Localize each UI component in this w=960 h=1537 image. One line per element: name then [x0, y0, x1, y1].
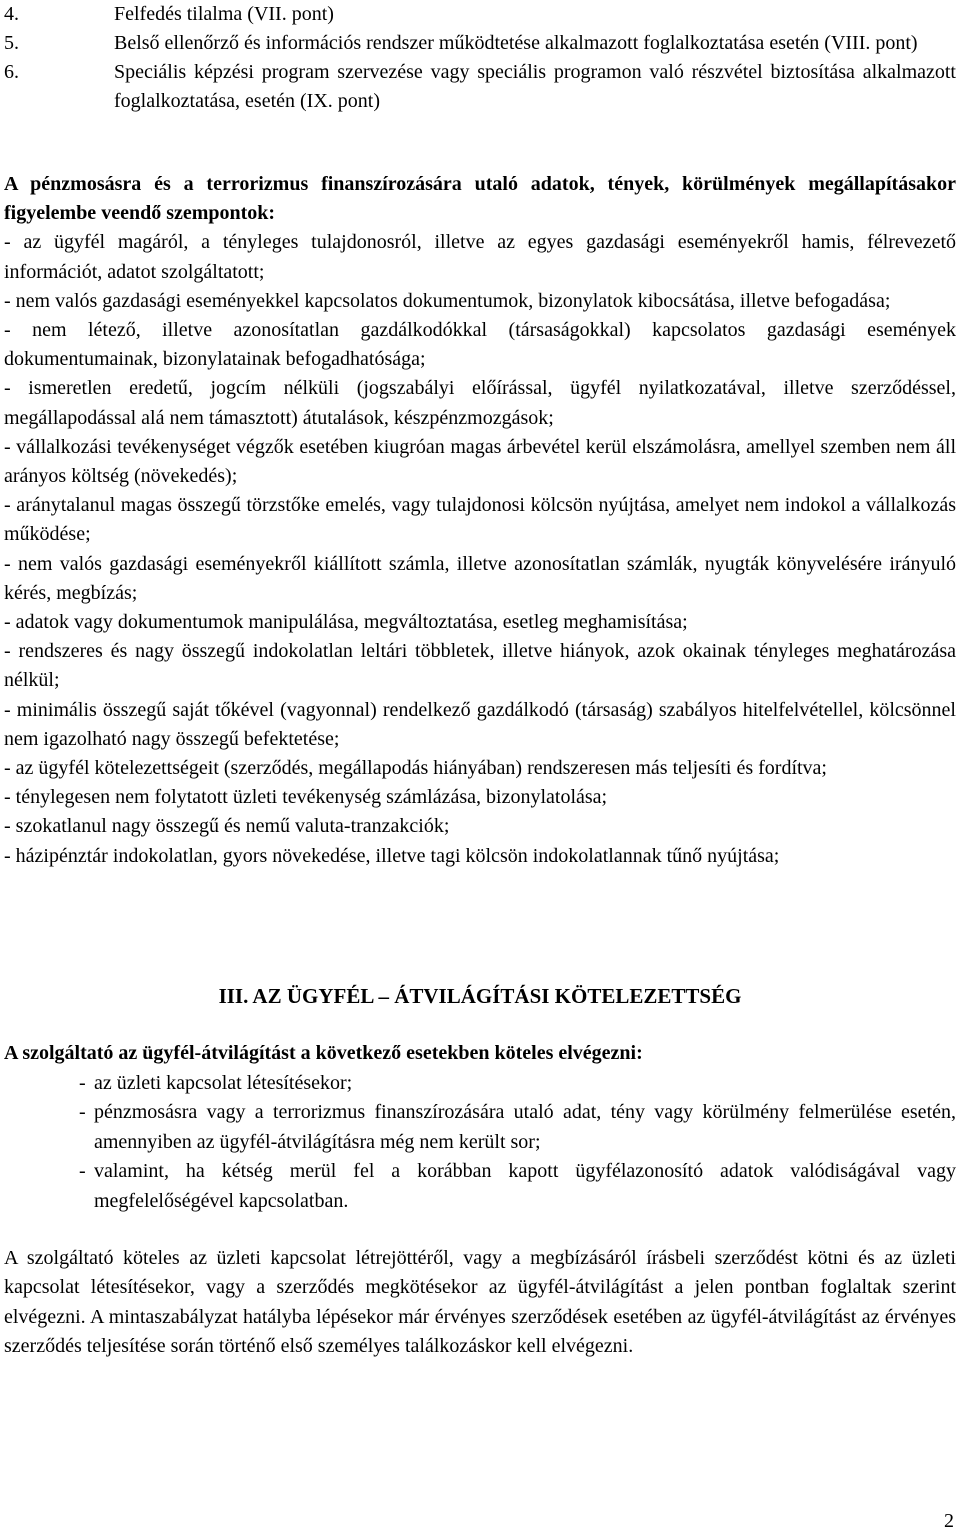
indicator-item: - ismeretlen eredetű, jogcím nélküli (jogszabályi előírással, ügyfél nyilatkozatával, illetve szerződéssel, megállapodással alá nem támasztott) átutalások, készpénzmozgások;	[4, 377, 956, 429]
list-item-number: 4.	[4, 3, 19, 25]
indicator-item: - nem valós gazdasági eseményekről kiállított számla, illetve azonosítatlan számlák, nyugták könyvelésére irányuló kérés, megbízás;	[4, 552, 956, 604]
due-diligence-list	[4, 1069, 956, 1217]
body-paragraph: A szolgáltató köteles az üzleti kapcsolat létrejöttéről, vagy a megbízásáról írásbeli szerződést kötni és az üzleti kapcsolat létesítésekor, vagy a szerződés megkötésekor az ügyfél-átvilágítást a jelen pontban foglaltak szerint elvégezni. A mintaszabályzat hatályba lépésekor már érvényes szerződések esetében az ügyfél-átvilágítást az érvényes szerződés teljesítése során történő első személyes találkozáskor kell elvégezni.	[4, 1247, 956, 1358]
list-item	[4, 1157, 956, 1216]
list-item	[4, 1069, 956, 1099]
indicator-item: - aránytalanul magas összegű törzstőke emelés, vagy tulajdonosi kölcsön nyújtása, amelyet nem indokol a vállalkozás működése;	[4, 494, 956, 546]
section-title: III. AZ ÜGYFÉL – ÁTVILÁGÍTÁSI KÖTELEZETTSÉG	[218, 984, 742, 1008]
indicator-item: - ténylegesen nem folytatott üzleti tevékenység számlázása, bizonylatolása;	[4, 786, 608, 809]
indicator-item: - minimális összegű saját tőkével (vagyonnal) rendelkező gazdálkodó (társaság) szabályos hitelfelvétellel, kölcsönnel nem igazolható nagy összegű befektetése;	[4, 698, 956, 750]
list-item	[4, 1098, 956, 1157]
list-dash: -	[79, 1160, 86, 1182]
indicator-item: - nem valós gazdasági eseményekkel kapcsolatos dokumentumok, bizonylatok kibocsátása, illetve befogadása;	[4, 289, 891, 312]
indicators-section	[4, 170, 956, 871]
indicator-item: - szokatlanul nagy összegű és nemű valuta-tranzakciók;	[4, 815, 450, 838]
indicator-item: - adatok vagy dokumentumok manipulálása, megváltoztatása, esetleg meghamisítása;	[4, 611, 688, 634]
numbered-list	[4, 0, 956, 116]
list-item-text: valamint, ha kétség merül fel a korábban kapott ügyfélazonosító adatok valódiságával vagy megfelelőségével kapcsolatban.	[94, 1160, 956, 1212]
indicator-item: - házipénztár indokolatlan, gyors növekedése, illetve tagi kölcsön indokolatlannak tűnő nyújtása;	[4, 844, 780, 867]
indicator-item: - rendszeres és nagy összegű indokolatlan leltári többletek, illetve hiányok, azok okainak tényleges meghatározása nélkül;	[4, 640, 956, 692]
list-item-text: az üzleti kapcsolat létesítésekor;	[94, 1071, 353, 1094]
list-dash: -	[79, 1101, 86, 1123]
page-number: 2	[944, 1510, 954, 1532]
list-item	[4, 0, 956, 29]
list-item-text: pénzmosásra vagy a terrorizmus finanszírozására utaló adat, tény vagy körülmény felmerülése esetén, amennyiben az ügyfél-átvilágításra még nem került sor;	[94, 1101, 956, 1153]
list-item-text: Felfedés tilalma (VII. pont)	[114, 3, 334, 25]
list-dash: -	[79, 1071, 86, 1094]
indicator-item: - az ügyfél magáról, a tényleges tulajdonosról, illetve az egyes gazdasági eseményekről hamis, félrevezető információt, adatot szolgáltatott;	[4, 231, 956, 283]
indicator-item: - az ügyfél kötelezettségeit (szerződés, megállapodás hiányában) rendszeresen más teljesíti és fordítva;	[4, 757, 827, 780]
list-item-number: 5.	[4, 32, 19, 54]
list-item	[4, 58, 956, 116]
indicator-item: - nem létező, illetve azonosítatlan gazdálkodókkal (társaságokkal) kapcsolatos gazdasági események dokumentumainak, bizonylatainak befogadhatósága;	[4, 319, 956, 371]
list-item	[4, 29, 956, 58]
indicator-item: - vállalkozási tevékenységet végzők esetében kiugróan magas árbevétel kerül elszámolásra, amellyel szemben nem áll arányos költség (növekedés);	[4, 435, 956, 488]
list-item-number: 6.	[4, 61, 19, 83]
due-diligence-heading: A szolgáltató az ügyfél-átvilágítást a következő esetekben köteles elvégezni:	[4, 1042, 643, 1064]
list-item-text: Belső ellenőrző és információs rendszer működtetése alkalmazott foglalkoztatása esetén (VIII. pont)	[114, 32, 918, 54]
list-item-text: Speciális képzési program szervezése vagy speciális programon való részvétel biztosítása alkalmazott foglalkoztatása, esetén (IX. pont)	[114, 61, 956, 112]
due-diligence-section	[4, 1039, 956, 1216]
indicators-heading: A pénzmosásra és a terrorizmus finanszírozására utaló adatok, tények, körülmények megállapításakor figyelembe veendő szempontok:	[4, 173, 956, 225]
